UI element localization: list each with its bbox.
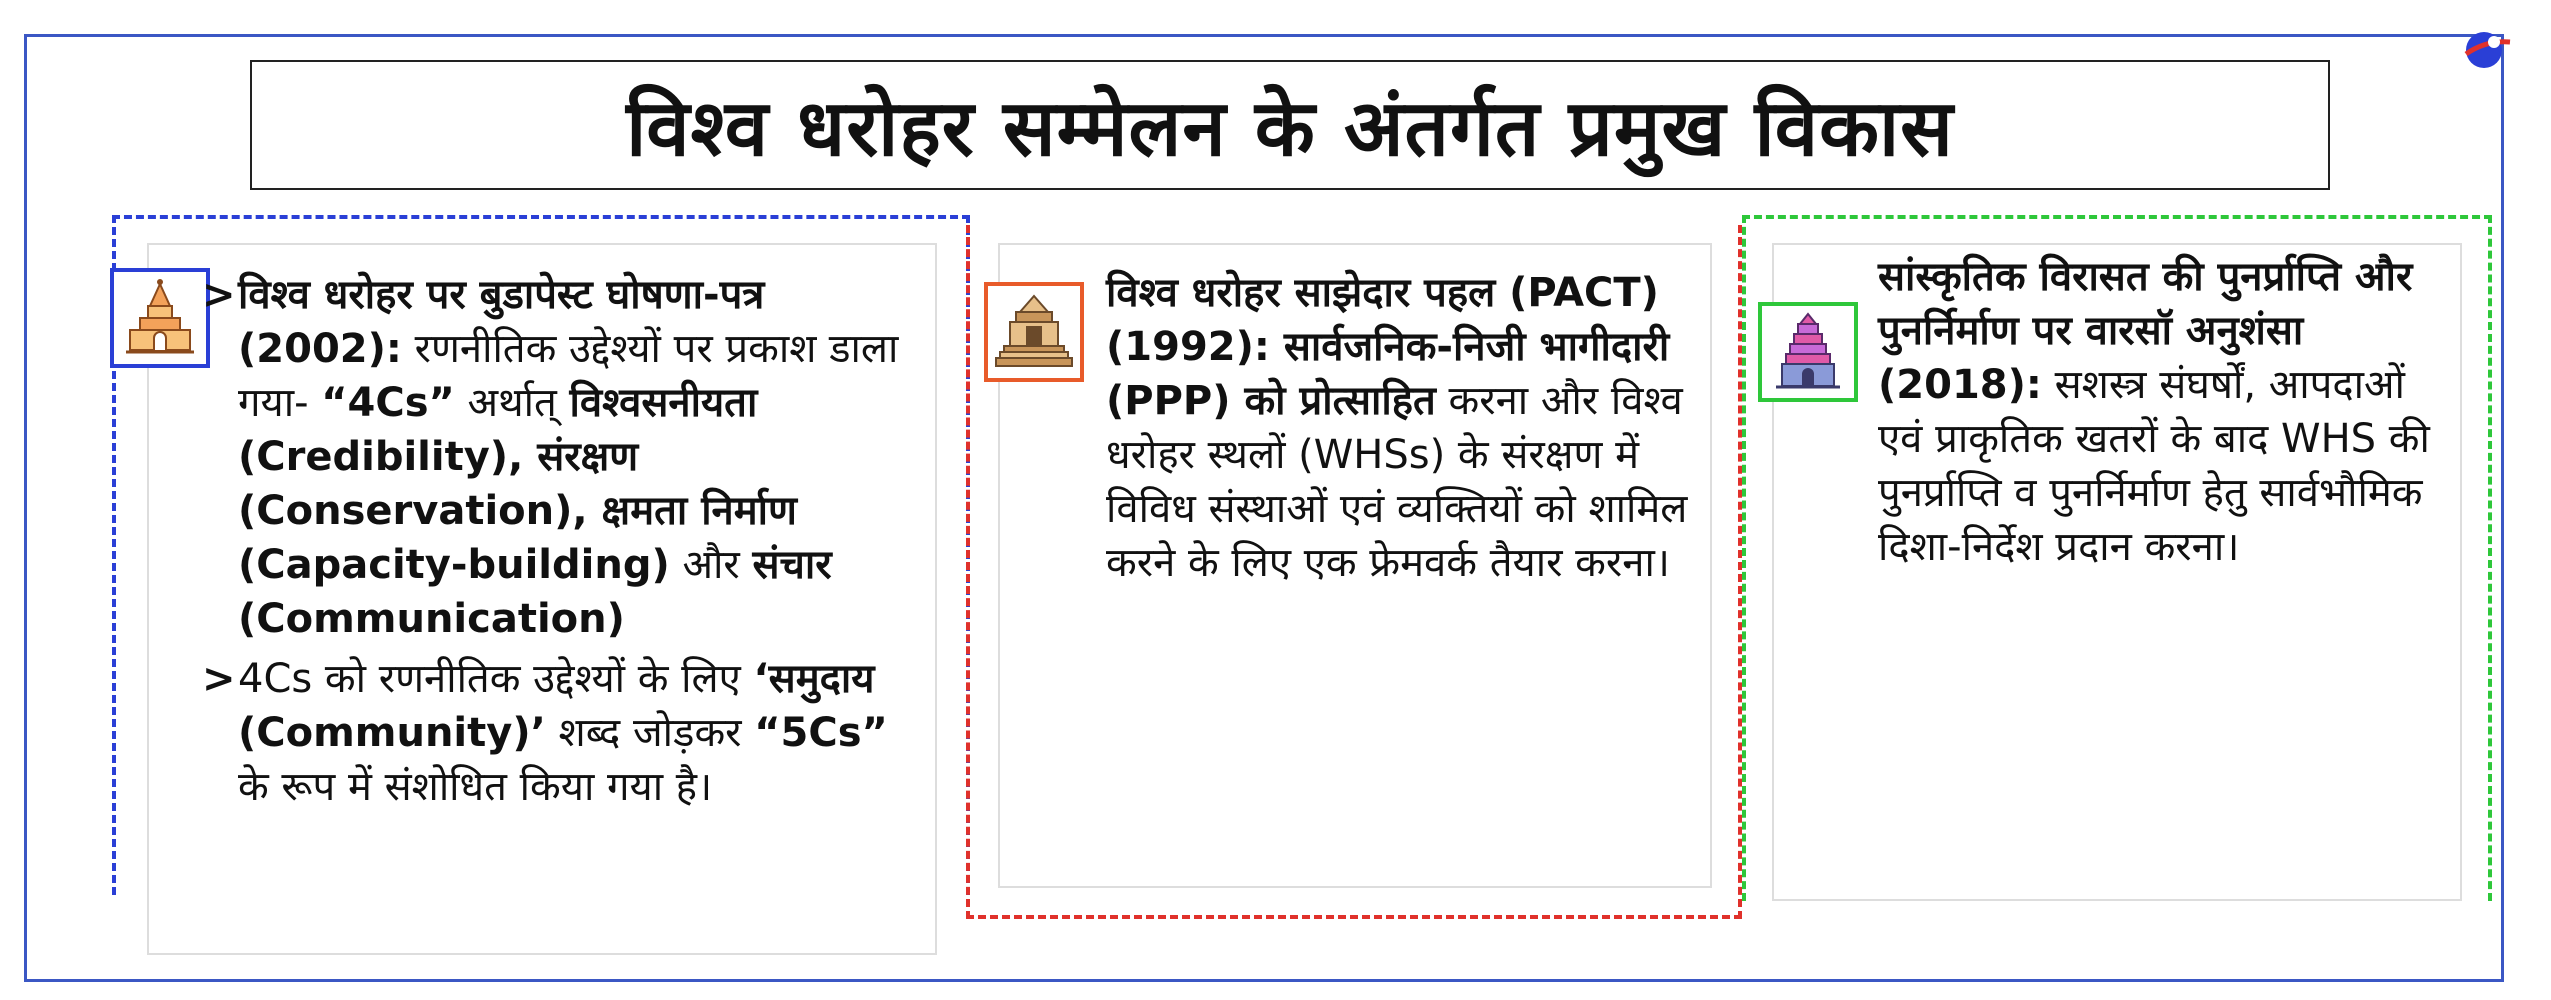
card-pact-text (1106, 266, 1706, 590)
budapest-4cs: “4Cs” (321, 380, 455, 426)
budapest-text-1: रणनीतिक उद्देश्यों पर प्रकाश डाला गया- (238, 326, 899, 426)
budapest-text-2: अर्थात् (454, 380, 570, 426)
title-box (250, 60, 2330, 190)
pact-heading: विश्व धरोहर साझेदार पहल (PACT) (1992): (1106, 270, 1659, 370)
warsaw-heading: सांस्कृतिक विरासत की पुनर्प्राप्ति और पुनर्निर्माण पर वारसॉ अनुशंसा (2018): (1878, 254, 2413, 408)
icon-frame-1 (110, 268, 210, 368)
brand-logo-icon (2458, 20, 2514, 76)
bullet-budapest-1 (202, 268, 928, 646)
icon-frame-3 (1758, 302, 1858, 402)
pact-description: करना और विश्व धरोहर स्थलों (WHSs) के संरक्षण में विविध संस्थाओं एवं व्यक्तियों को शामिल करने के लिए एक फ्रेमवर्क तैयार करना। (1106, 378, 1688, 586)
fivecs-text-2: शब्द जोड़कर (545, 710, 755, 756)
fivecs-text-1: 4Cs को रणनीतिक उद्देश्यों के लिए (238, 656, 754, 702)
bullet-marker: > (202, 272, 236, 318)
budapest-heading: विश्व धरोहर पर बुडापेस्ट घोषणा-पत्र (2002): (238, 272, 765, 372)
fivecs-community: ‘समुदाय (Community)’ (238, 656, 875, 756)
pact-ppp: सार्वजनिक-निजी भागीदारी (PPP) को प्रोत्साहित (1106, 324, 1670, 424)
budapest-text-3: और (669, 542, 753, 588)
fivecs-text-3: के रूप में संशोधित किया गया है। (238, 764, 713, 810)
budapest-4cs-list: विश्वसनीयता (Credibility), संरक्षण (Conservation), क्षमता निर्माण (Capacity-building) (238, 380, 797, 588)
card-warsaw-text (1878, 250, 2458, 574)
warsaw-description: सशस्त्र संघर्षों, आपदाओं एवं प्राकृतिक खतरों के बाद WHS की पुनर्प्राप्ति व पुनर्निर्माण हेतु सार्वभौमिक दिशा-निर्देश प्रदान करना। (1878, 362, 2430, 570)
icon-frame-2 (984, 282, 1084, 382)
temple-icon (118, 276, 202, 360)
bullet-budapest-2 (202, 652, 928, 814)
budapest-communication: संचार (Communication) (238, 542, 832, 642)
card-budapest-text (202, 268, 928, 814)
page-title: विश्व धरोहर सम्मेलन के अंतर्गत प्रमुख विकास (626, 84, 1954, 174)
fivecs-5cs: “5Cs” (754, 710, 888, 756)
temple-icon (992, 290, 1076, 374)
gopuram-temple-icon (1766, 310, 1850, 394)
bullet-marker: > (202, 656, 236, 702)
